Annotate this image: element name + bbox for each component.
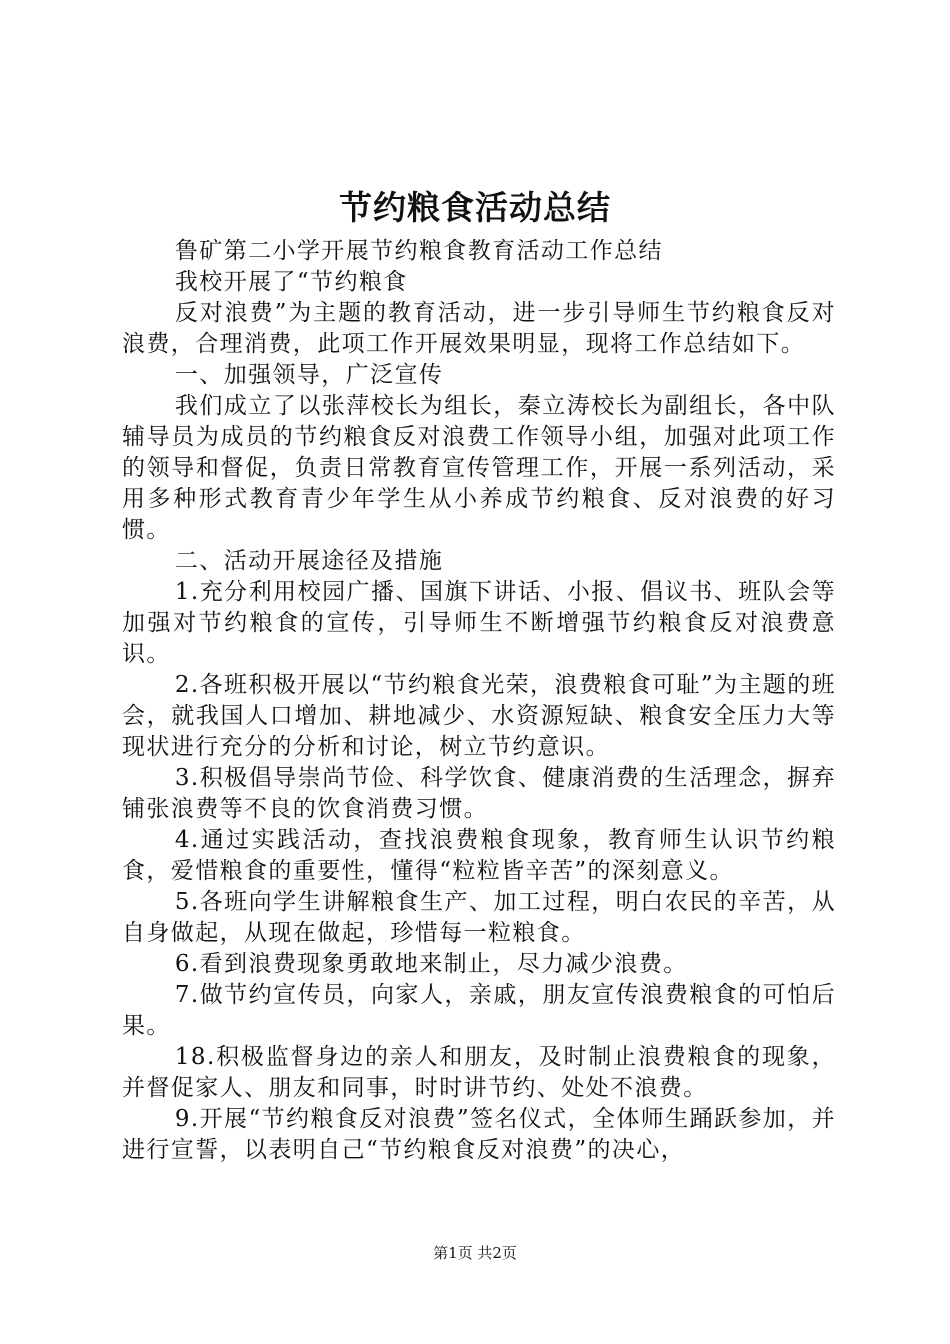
list-item-2: 2.各班积极开展以“节约粮食光荣，浪费粮食可耻”为主题的班会，就我国人口增加、耕地减少、水资源短缺、粮食安全压力大等现状进行充分的分析和讨论，树立节约意识。: [122, 672, 836, 760]
paragraph-leadership: 我们成立了以张萍校长为组长，秦立涛校长为副组长，各中队辅导员为成员的节约粮食反对浪费工作领导小组，加强对此项工作的领导和督促，负责日常教育宣传管理工作，开展一系列活动，采用多种形式教育青少年学生从小养成节约粮食、反对浪费的好习惯。: [122, 393, 836, 543]
document-body: [122, 236, 836, 1166]
section-heading-2: 二、活动开展途径及措施: [174, 548, 444, 574]
page-footer: 第1页 共2页: [433, 1244, 517, 1262]
list-item-3: 3.积极倡导崇尚节俭、科学饮食、健康消费的生活理念，摒弃铺张浪费等不良的饮食消费习惯。: [122, 765, 836, 822]
list-item-9: 9.开展“节约粮食反对浪费”签名仪式，全体师生踊跃参加，并进行宣誓，以表明自己“节约粮食反对浪费”的决心，: [122, 1106, 836, 1163]
paragraph-heading-line: 鲁矿第二小学开展节约粮食教育活动工作总结: [174, 238, 663, 264]
paragraph-intro-2: 反对浪费”为主题的教育活动，进一步引导师生节约粮食反对浪费，合理消费，此项工作开展效果明显，现将工作总结如下。: [122, 300, 836, 357]
paragraph-intro-1: 我校开展了“节约粮食: [174, 269, 408, 295]
list-item-6: 6.看到浪费现象勇敢地来制止，尽力减少浪费。: [174, 951, 688, 977]
list-item-4: 4.通过实践活动，查找浪费粮食现象，教育师生认识节约粮食，爱惜粮食的重要性，懂得“粒粒皆辛苦”的深刻意义。: [122, 827, 836, 884]
list-item-1: 1.充分利用校园广播、国旗下讲话、小报、倡议书、班队会等加强对节约粮食的宣传，引导师生不断增强节约粮食反对浪费意识。: [122, 579, 836, 667]
list-item-7: 7.做节约宣传员，向家人，亲戚，朋友宣传浪费粮食的可怕后果。: [122, 982, 836, 1039]
document-title: 节约粮食活动总结: [339, 188, 611, 227]
list-item-5: 5.各班向学生讲解粮食生产、加工过程，明白农民的辛苦，从自身做起，从现在做起，珍惜每一粒粮食。: [122, 889, 836, 946]
section-heading-1: 一、加强领导，广泛宣传: [174, 362, 444, 388]
list-item-8: 18.积极监督身边的亲人和朋友，及时制止浪费粮食的现象，并督促家人、朋友和同事，时时讲节约、处处不浪费。: [122, 1044, 836, 1101]
